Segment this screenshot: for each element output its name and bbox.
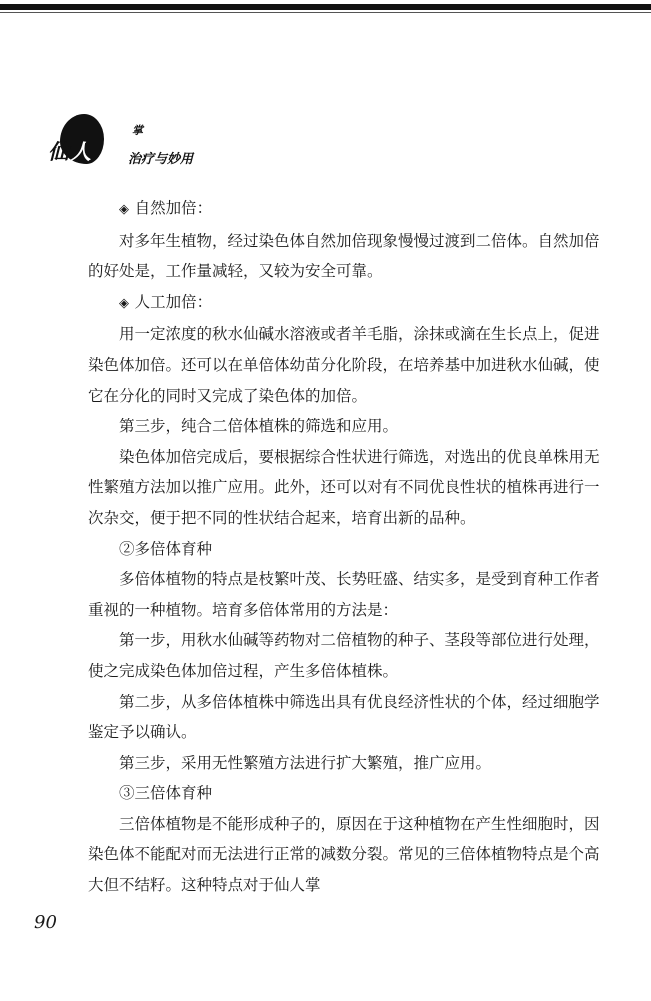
paragraph: 第三步，采用无性繁殖方法进行扩大繁殖，推广应用。 bbox=[119, 753, 492, 772]
body-text bbox=[88, 193, 608, 901]
diamond-bullet-icon: ◈ bbox=[119, 295, 129, 311]
logo-subtitle: 治疗与妙用 bbox=[128, 152, 194, 167]
paragraph: 对多年生植物，经过染色体自然加倍现象慢慢过渡到二倍体。自然加倍的好处是，工作量减轻，又较为安全可靠。 bbox=[88, 231, 600, 281]
subheading-natural-doubling: ◈ 自然加倍： bbox=[88, 193, 608, 226]
paragraph: 三倍体植物是不能形成种子的，原因在于这种植物在产生性细胞时，因染色体不能配对而无法进行正常的减数分裂。常见的三倍体植物特点是个高大但不结籽。这种特点对于仙人掌 bbox=[88, 814, 600, 895]
logo-title: 仙人 bbox=[48, 139, 92, 164]
top-rule-thin bbox=[0, 12, 651, 13]
paragraph: 染色体加倍完成后，要根据综合性状进行筛选，对选出的优良单株用无性繁殖方法加以推广应用。此外，还可以对有不同优良性状的植株再进行一次杂交，便于把不同的性状结合起来，培育出新的品种。 bbox=[88, 447, 600, 527]
running-header-logo bbox=[48, 112, 218, 168]
paragraph: 第二步，从多倍体植株中筛选出具有优良经济性状的个体，经过细胞学鉴定予以确认。 bbox=[88, 692, 600, 742]
subheading-polyploid-breeding: ②多倍体育种 bbox=[119, 539, 213, 558]
logo-title-small: 掌 bbox=[132, 124, 143, 137]
top-rule bbox=[0, 4, 651, 10]
paragraph: 第一步，用秋水仙碱等药物对二倍植物的种子、茎段等部位进行处理，使之完成染色体加倍过程，产生多倍体植株。 bbox=[88, 631, 600, 680]
subheading-triploid-breeding: ③三倍体育种 bbox=[119, 784, 213, 803]
page-number: 90 bbox=[34, 912, 57, 933]
subheading-artificial-doubling: ◈ 人工加倍： bbox=[88, 287, 608, 320]
paragraph: 多倍体植物的特点是枝繁叶茂、长势旺盛、结实多，是受到育种工作者重视的一种植物。培育多倍体常用的方法是： bbox=[88, 570, 600, 619]
paragraph: 第三步，纯合二倍体植株的筛选和应用。 bbox=[119, 417, 399, 436]
paragraph: 用一定浓度的秋水仙碱水溶液或者羊毛脂，涂抹或滴在生长点上，促进染色体加倍。还可以在单倍体幼苗分化阶段，在培养基中加进秋水仙碱，使它在分化的同时又完成了染色体的加倍。 bbox=[88, 325, 600, 405]
diamond-bullet-icon: ◈ bbox=[119, 202, 129, 217]
